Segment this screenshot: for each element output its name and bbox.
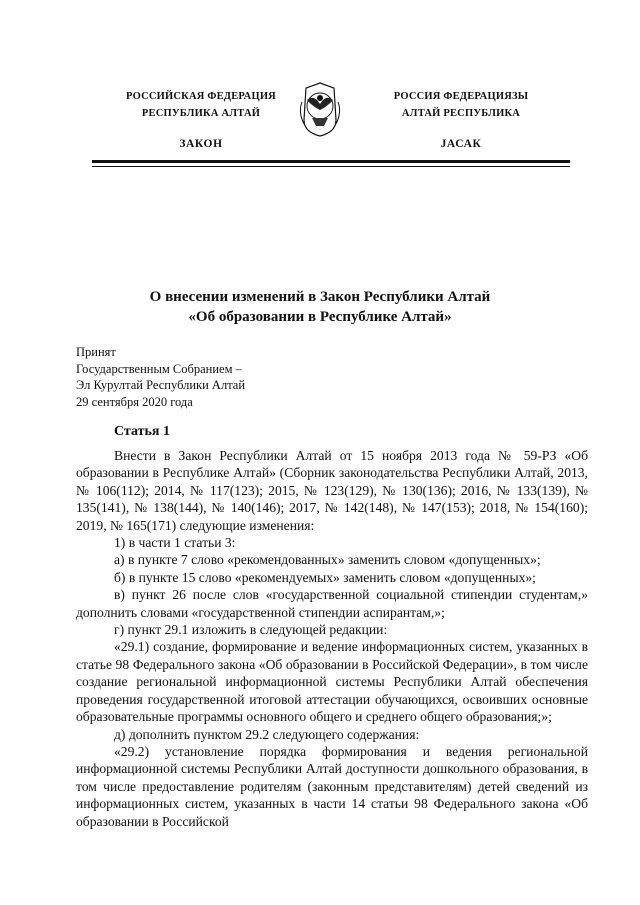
- article-paragraph: 1) в части 1 статьи 3:: [114, 535, 236, 551]
- coat-of-arms-emblem-icon: [296, 80, 344, 138]
- header-divider-thick: [92, 160, 570, 163]
- article-paragraph: б) в пункте 15 слово «рекомендуемых» заменить словом «допущенных»;: [114, 569, 536, 585]
- article-paragraph: Внести в Закон Республики Алтай от 15 ноября 2013 года № 59-РЗ «Об образовании в Республике Алтай» (Сборник законодательства Республики Алтай, 2013, № 106(112); 2014, № 117(123); 2015, № 123(129), № 130(136); 2016, № 133(139), № 135(141), № 138(144), № 140(146); 2017, № 142(148), № 147(153); 2018, № 154(160); 2019, № 165(171) следующие изменения:: [76, 448, 588, 533]
- article-paragraph: д) дополнить пунктом 29.2 следующего содержания:: [114, 726, 420, 742]
- adoption-line-3: Эл Курултай Республики Алтай: [76, 378, 246, 392]
- header-left-republic: РЕСПУБЛИКА АЛТАЙ: [141, 108, 261, 119]
- law-title-line-1: О внесении изменений в Закон Республики Алтай: [149, 289, 491, 305]
- article-paragraph: г) пункт 29.1 изложить в следующей редакции:: [114, 622, 388, 638]
- adoption-line-2: Государственным Собранием –: [76, 361, 242, 376]
- header-divider-thin: [92, 166, 570, 167]
- article-paragraph: «29.2) установление порядка формирования и ведения региональной информационной системы Республики Алтай доступности дошкольного образования, в том числе предоставление родителям (законным представителям) детей сведений из информационных систем, указанных в части 14 статьи 98 Федерального закона «Об образовании в Российской: [76, 743, 588, 829]
- header-left-country: РОССИЙСКАЯ ФЕДЕРАЦИЯ: [126, 91, 276, 102]
- law-title-line-2: «Об образовании в Республике Алтай»: [188, 309, 452, 325]
- article-heading: Статья 1: [114, 424, 170, 439]
- header-right-block: [346, 88, 576, 153]
- adoption-note: [76, 344, 376, 410]
- article-paragraph: «29.1) создание, формирование и ведение информационных систем, указанных в статье 98 Федерального закона «Об образовании в Российской Федерации», в том числе создание региональной информационной системы Республики Алтай обеспечения проведения государственной итоговой аттестации обучающихся, освоивших основные образовательные программы основного общего и среднего общего образования;»;: [76, 639, 588, 725]
- adoption-line-1: Принят: [76, 345, 116, 359]
- law-title: [60, 287, 580, 327]
- article-paragraph: а) в пункте 7 слово «рекомендованных» заменить словом «допущенных»;: [114, 552, 541, 568]
- article-paragraph: в) пункт 26 после слов «государственной социальной стипендии студентам,» дополнить словами «государственной стипендии аспирантам,»;: [76, 587, 588, 620]
- adoption-date: 29 сентября 2020 года: [76, 394, 193, 409]
- header-right-country: РОССИЯ ФЕДЕРАЦИЯЗЫ: [393, 91, 529, 102]
- header-left-block: [86, 88, 316, 153]
- article-body: [76, 447, 588, 830]
- header-left-doc-kind: ЗАКОН: [179, 138, 223, 150]
- header-right-republic: АЛТАЙ РЕСПУБЛИКА: [401, 108, 521, 119]
- header-right-doc-kind: JАСАК: [440, 138, 482, 150]
